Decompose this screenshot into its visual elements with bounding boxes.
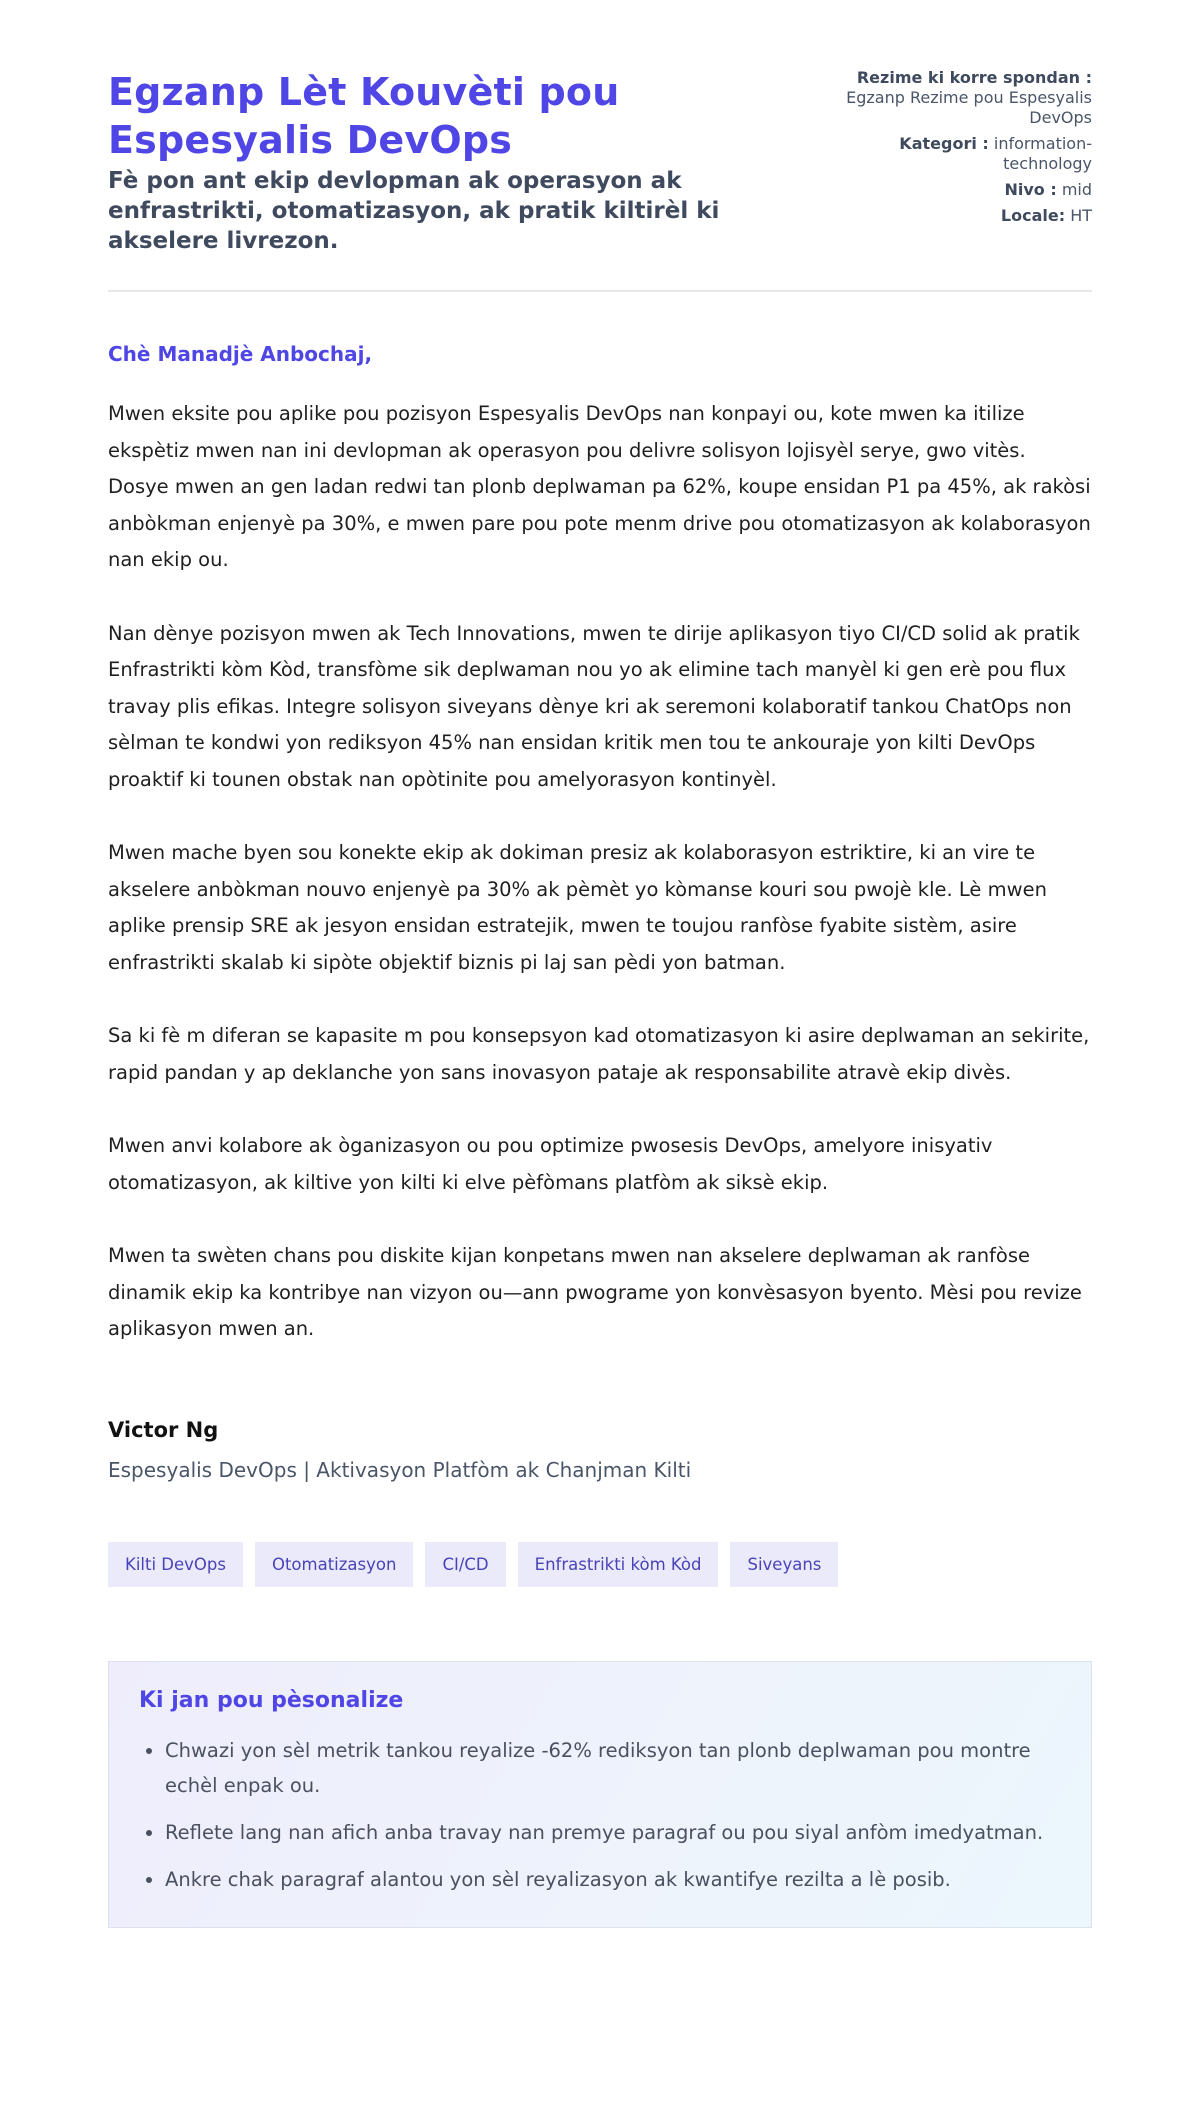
signature-title: Espesyalis DevOps | Aktivasyon Platfòm ak Chanjman Kilti bbox=[108, 1457, 692, 1482]
letter-paragraph: Sa ki fè m diferan se kapasite m pou konsepsyon kad otomatizasyon ki asire deplwaman an sekirite, rapid pandan y ap deklanche yon sans inovasyon pataje ak responsabilite atravè ekip divès. bbox=[108, 1024, 1090, 1084]
meta-category-value: information-technology bbox=[993, 134, 1092, 173]
signature-block bbox=[108, 1418, 1092, 1482]
letter-greeting: Chè Manadjè Anbochaj, bbox=[108, 342, 373, 366]
meta-locale-value: HT bbox=[1070, 206, 1092, 225]
meta-level bbox=[822, 180, 1092, 200]
page-subtitle: Fè pon ant ekip devlopman ak operasyon ak enfrastrikti, otomatizasyon, ak pratik kiltirèl ki akselere livrezon. bbox=[108, 168, 720, 254]
page-title: Egzanp Lèt Kouvèti pou Espesyalis DevOps bbox=[108, 70, 620, 162]
tips-item: • Ankre chak paragraf alantou yon sèl reyalizasyon ak kwantifye rezilta a lè posib. bbox=[165, 1862, 1061, 1897]
tips-item: • Chwazi yon sèl metrik tankou reyalize -62% rediksyon tan plonb deplwaman pou montre echèl enpak ou. bbox=[165, 1733, 1061, 1803]
letter-paragraph: Mwen mache byen sou konekte ekip ak dokiman presiz ak kolaborasyon estriktire, ki an vire te akselere anbòkman nouvo enjenyè pa 30% ak pèmèt yo kòmanse kouri sou pwojè kle. Lè mwen aplike prensip SRE ak jesyon ensidan estratejik, mwen te toujou ranfòse fyabite sistèm, asire enfrastrikti skalab ki sipòte objektif biznis pi laj san pèdi yon batman. bbox=[108, 841, 1047, 974]
letter-body bbox=[108, 396, 1092, 1348]
tips-title: Ki jan pou pèsonalize bbox=[139, 1687, 404, 1713]
letter-paragraph: Mwen eksite pou aplike pou pozisyon Espesyalis DevOps nan konpayi ou, kote mwen ka itilize ekspètiz mwen nan ini devlopman ak operasyon pou delivre solisyon lojisyèl serye, gwo vitès. Dosye mwen an gen ladan redwi tan plonb deplwaman pa 62%, koupe ensidan P1 pa 45%, ak rakòsi anbòkman enjenyè pa 30%, e mwen pare pou pote menm drive pou otomatizasyon ak kolaborasyon nan ekip ou. bbox=[108, 402, 1091, 571]
meta-resume-label: Rezime ki korre spondan : bbox=[856, 68, 1092, 87]
meta-resume-value: Egzanp Rezime pou Espesyalis DevOps bbox=[846, 88, 1092, 127]
tips-item: • Reflete lang nan afich anba travay nan premye paragraf ou pou siyal anfòm imedyatman. bbox=[165, 1815, 1061, 1850]
customization-tips-box bbox=[108, 1661, 1092, 1928]
page-header bbox=[108, 68, 1092, 292]
meta-locale bbox=[822, 206, 1092, 226]
letter-paragraph: Mwen ta swèten chans pou diskite kijan konpetans mwen nan akselere deplwaman ak ranfòse dinamik ekip ka kontribye nan vizyon ou—ann pwograme yon konvèsasyon byento. Mèsi pou revize aplikasyon mwen an. bbox=[108, 1244, 1082, 1340]
letter-paragraph: Nan dènye pozisyon mwen ak Tech Innovations, mwen te dirije aplikasyon tiyo CI/CD solid ak pratik Enfrastrikti kòm Kòd, transfòme sik deplwaman nou yo ak elimine tach manyèl ki gen erè pou flux travay plis efikas. Integre solisyon siveyans dènye kri ak seremoni kolaboratif tankou ChatOps non sèlman te kondwi yon rediksyon 45% nan ensidan kritik men tou te ankouraje yon kilti DevOps proaktif ki tounen obstak nan opòtinite pou amelyorasyon kontinyèl. bbox=[108, 621, 1080, 791]
meta-level-value: mid bbox=[1061, 180, 1092, 199]
meta-category bbox=[822, 134, 1092, 174]
tips-list bbox=[139, 1733, 1061, 1897]
tag-chip: CI/CD bbox=[425, 1542, 505, 1587]
tag-chip: Kilti DevOps bbox=[108, 1542, 243, 1587]
meta-locale-label: Locale: bbox=[1000, 206, 1066, 225]
meta-category-label: Kategori : bbox=[899, 134, 989, 153]
tag-chip: Otomatizasyon bbox=[255, 1542, 413, 1587]
meta-panel bbox=[822, 68, 1092, 232]
tag-chip: Enfrastrikti kòm Kòd bbox=[518, 1542, 719, 1587]
letter-paragraph: Mwen anvi kolabore ak òganizasyon ou pou optimize pwosesis DevOps, amelyore inisyativ otomatizasyon, ak kiltive yon kilti ki elve pèfòmans platfòm ak siksè ekip. bbox=[108, 1134, 993, 1194]
meta-level-label: Nivo : bbox=[1004, 180, 1057, 199]
tag-chip: Siveyans bbox=[730, 1542, 838, 1587]
tag-list bbox=[108, 1542, 1092, 1587]
header-titles bbox=[108, 68, 808, 256]
signature-name: Victor Ng bbox=[108, 1417, 219, 1442]
meta-resume bbox=[822, 68, 1092, 128]
